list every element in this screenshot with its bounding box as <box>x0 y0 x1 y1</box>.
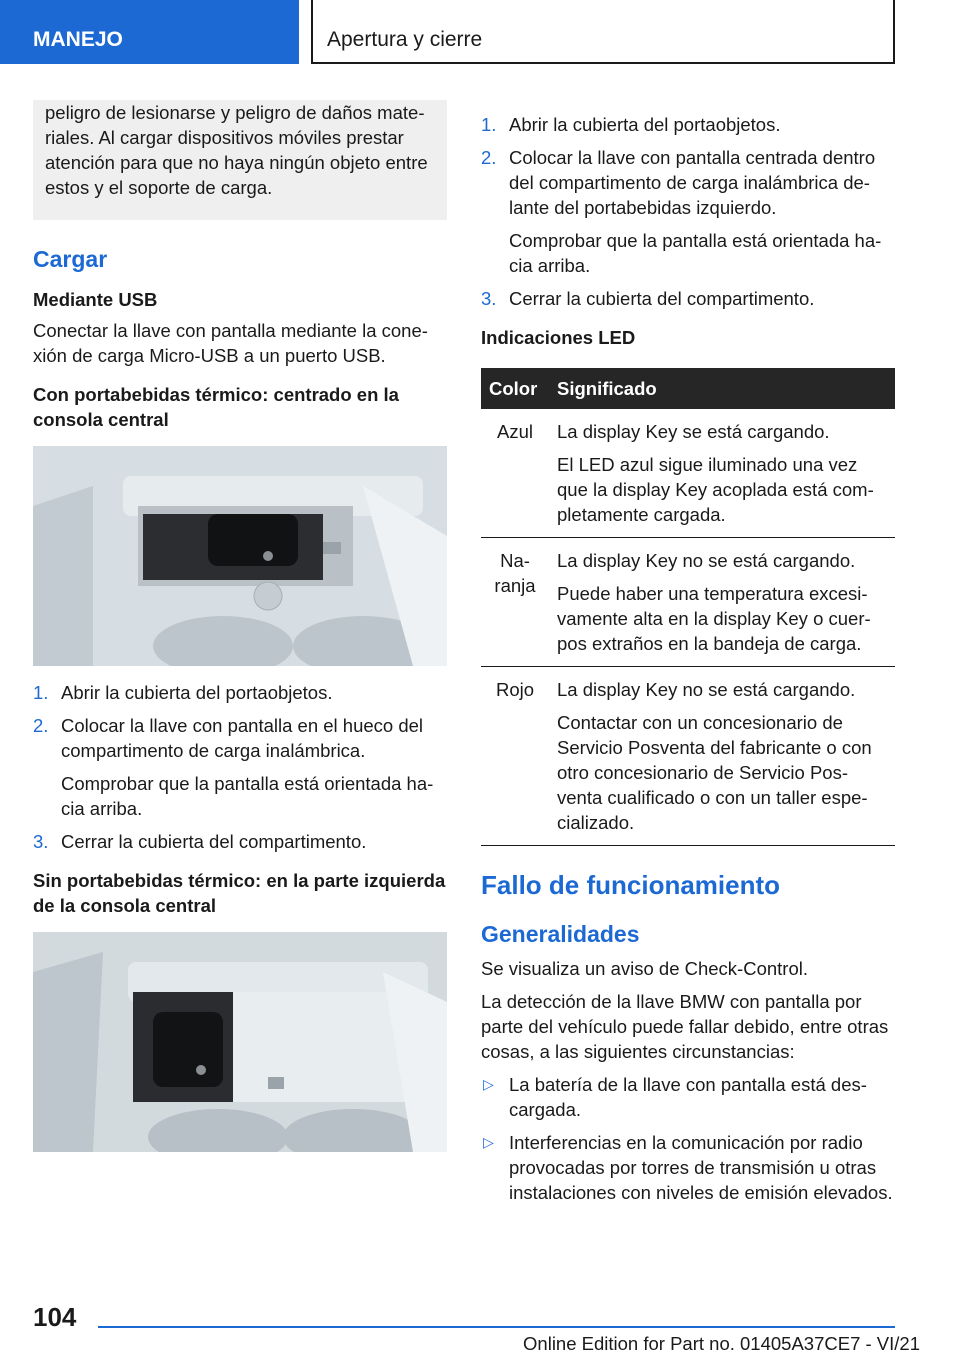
warning-text: peligro de lesionarse y peligro de daños materiales. Al cargar dispositivos móviles prestar atención para que no haya ningún objeto entre estos y el soporte de carga. <box>45 102 428 198</box>
fault-bullets <box>481 1072 895 1205</box>
cell-color: Rojo <box>481 667 549 846</box>
table-header-row <box>481 368 895 409</box>
list-item: 1. Abrir la cubierta del portaobjetos. <box>33 682 333 703</box>
thermal-steps <box>33 680 447 854</box>
step-note: Comprobar que la pantalla está orientada hacia arriba. <box>509 230 882 276</box>
general-paragraph-1: Se visualiza un aviso de Check-Control. <box>481 958 808 979</box>
console-photo-thermal <box>33 446 447 666</box>
general-heading: Generalidades <box>481 921 640 947</box>
page-number: 104 <box>33 1302 77 1332</box>
table-row <box>481 667 895 846</box>
led-table <box>481 368 895 846</box>
console-illustration <box>33 446 447 666</box>
thermal-title: Con portabebidas térmico: centrado en la consola central <box>33 384 399 430</box>
cell-meaning: La display Key se está cargando. El LED azul sigue iluminado una vez que la display Key acoplada está completamente cargada. <box>549 409 895 538</box>
list-item: 3. Cerrar la cubierta del compartimento. <box>33 831 367 852</box>
nonthermal-title: Sin portabebidas térmico: en la parte izquierda de la consola central <box>33 870 446 916</box>
list-item: 2. Colocar la llave con pantalla en el hueco del compartimento de carga inalámbrica. Comprobar que la pantalla está orientada hacia arriba. <box>33 713 447 821</box>
console-photo-nonthermal <box>33 932 447 1152</box>
triangle-bullet-icon: ▷ <box>483 1134 494 1150</box>
right-column <box>481 100 895 1213</box>
fault-heading: Fallo de funcionamiento <box>481 870 781 900</box>
console-illustration-2 <box>33 932 447 1152</box>
usb-text: Conectar la llave con pantalla mediante la conexión de carga Micro-USB a un puerto USB. <box>33 320 428 366</box>
header-chapter-title: Apertura y cierre <box>311 0 895 64</box>
triangle-bullet-icon: ▷ <box>483 1076 494 1092</box>
col-header-color: Color <box>481 368 549 409</box>
col-header-meaning: Significado <box>549 368 895 409</box>
left-column <box>33 100 447 1166</box>
footer-edition: Online Edition for Part no. 01405A37CE7 - VI/21 <box>523 1333 920 1354</box>
list-item: 3. Cerrar la cubierta del compartimento. <box>481 288 815 309</box>
list-item: ▷ Interferencias en la comunicación por radio provocadas por torres de transmisión u otras instalaciones con niveles de emisión elevados. <box>483 1132 893 1203</box>
list-item: 1. Abrir la cubierta del portaobjetos. <box>481 114 781 135</box>
cell-color: Azul <box>481 409 549 538</box>
footer-divider <box>98 1326 895 1328</box>
header-section-tab: MANEJO <box>0 0 299 64</box>
list-item: 2. Colocar la llave con pantalla centrada dentro del compartimento de carga inalámbrica delante del portabebidas izquierdo. Comprobar que la pantalla está orientada hacia arriba. <box>481 145 895 278</box>
table-row <box>481 409 895 538</box>
table-row <box>481 538 895 667</box>
general-paragraph-2: La detección de la llave BMW con pantalla por parte del vehículo puede fallar debido, entre otras cosas, a las siguientes circunstancias: <box>481 991 889 1062</box>
cell-meaning: La display Key no se está cargando. Puede haber una temperatura excesivamente alta en la display Key o cuerpos extraños en la bandeja de carga. <box>549 538 895 667</box>
nonthermal-steps <box>481 112 895 311</box>
led-title: Indicaciones LED <box>481 327 636 348</box>
heading-cargar: Cargar <box>33 246 108 272</box>
usb-title: Mediante USB <box>33 289 158 310</box>
cell-meaning: La display Key no se está cargando. Contactar con un concesionario de Servicio Posventa del fabricante o con otro concesionario de Servicio Posventa cualificado o con un taller especializado. <box>549 667 895 846</box>
cell-color: Naranja <box>481 538 549 667</box>
step-note: Comprobar que la pantalla está orientada hacia arriba. <box>61 773 434 819</box>
list-item: ▷ La batería de la llave con pantalla está descargada. <box>483 1074 867 1120</box>
warning-box <box>33 100 447 220</box>
